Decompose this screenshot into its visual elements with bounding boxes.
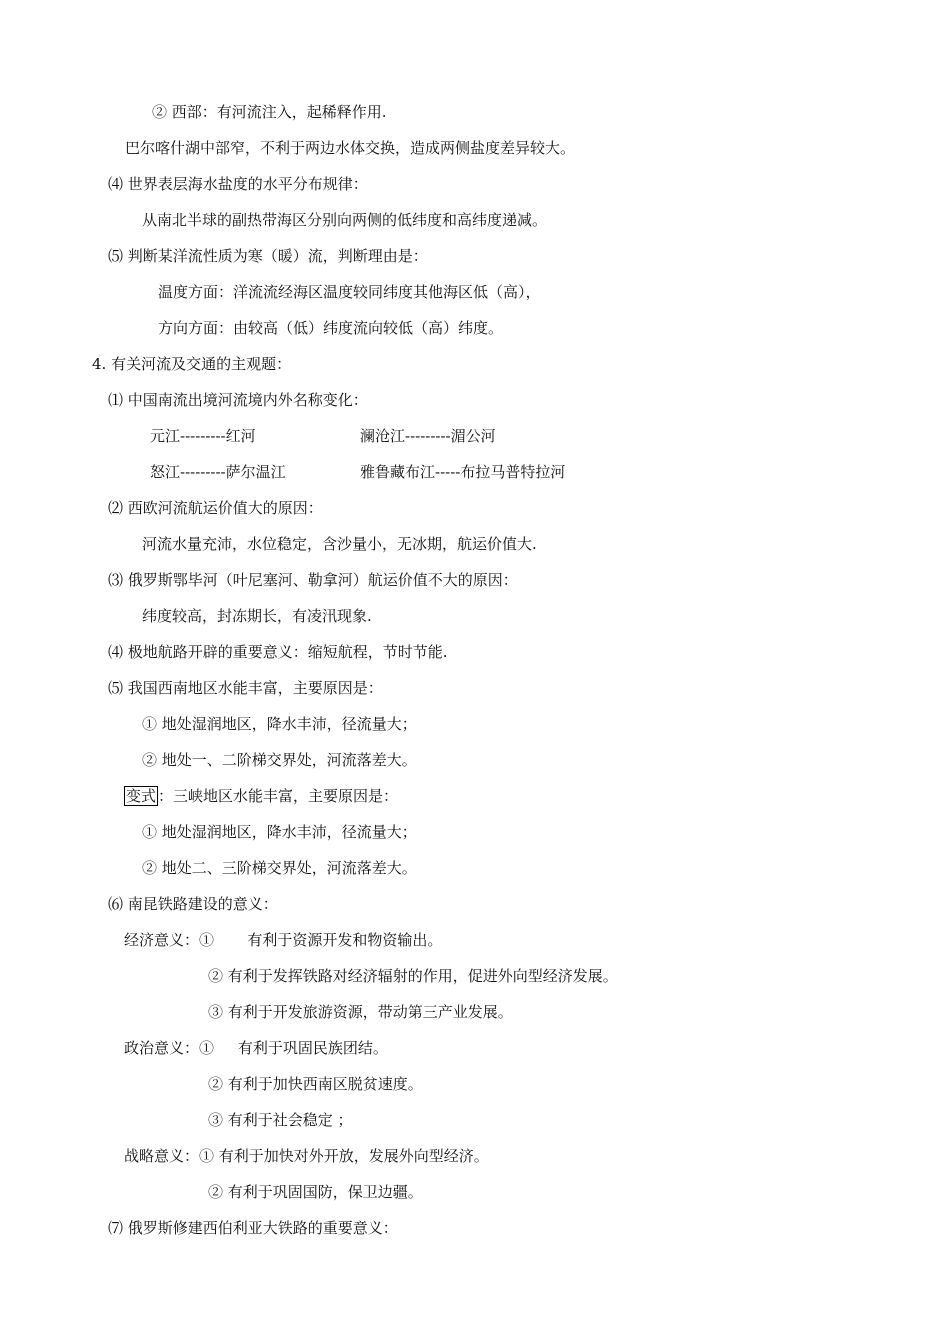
text-line: ⑴ 中国南流出境河流境内外名称变化： bbox=[108, 391, 368, 409]
text-line: ③ 有利于社会稳定 ； bbox=[208, 1111, 353, 1129]
text-line: 战略意义：① 有利于加快对外开放，发展外向型经济。 bbox=[124, 1147, 489, 1165]
text-line: ⑺ 俄罗斯修建西伯利亚大铁路的重要意义： bbox=[108, 1219, 398, 1237]
text-line bbox=[124, 786, 398, 806]
text-line: ③ 有利于开发旅游资源，带动第三产业发展。 bbox=[208, 1003, 513, 1021]
text-line: ⑵ 西欧河流航运价值大的原因： bbox=[108, 499, 323, 517]
text-line: 元江---------红河 bbox=[150, 427, 256, 445]
variant-text: ：三峡地区水能丰富，主要原因是： bbox=[158, 787, 399, 805]
text-line: ② 有利于巩固国防，保卫边疆。 bbox=[208, 1183, 423, 1201]
text-line: 方向方面：由较高（低）纬度流向较低（高）纬度。 bbox=[158, 319, 504, 337]
text-line: ⑷ 世界表层海水盐度的水平分布规律： bbox=[108, 175, 368, 193]
text-line: 政治意义：① 有利于巩固民族团结。 bbox=[124, 1039, 388, 1057]
text-line: ② 有利于发挥铁路对经济辐射的作用，促进外向型经济发展。 bbox=[208, 967, 618, 985]
section-heading: 4. 有关河流及交通的主观题： bbox=[92, 355, 292, 373]
text-line: ② 地处二、三阶梯交界处，河流落差大。 bbox=[142, 859, 417, 877]
text-line: ⑸ 判断某洋流性质为寒（暖）流，判断理由是： bbox=[108, 247, 428, 265]
text-line: ② 有利于加快西南区脱贫速度。 bbox=[208, 1075, 423, 1093]
text-line: 怒江---------萨尔温江 bbox=[150, 463, 286, 481]
text-line: 从南北半球的副热带海区分别向两侧的低纬度和高纬度递减。 bbox=[142, 211, 548, 229]
text-line: ⑸ 我国西南地区水能丰富，主要原因是： bbox=[108, 679, 383, 697]
text-line: ② 西部：有河流注入，起稀释作用. bbox=[152, 103, 387, 121]
text-line: 巴尔喀什湖中部窄，不利于两边水体交换，造成两侧盐度差异较大。 bbox=[125, 139, 576, 157]
text-line: ① 地处湿润地区，降水丰沛，径流量大； bbox=[142, 715, 417, 733]
text-line: ⑹ 南昆铁路建设的意义： bbox=[108, 895, 278, 913]
text-line: 经济意义：① 有利于资源开发和物资输出。 bbox=[124, 931, 443, 949]
text-line: ⑶ 俄罗斯鄂毕河（叶尼塞河、勒拿河）航运价值不大的原因： bbox=[108, 571, 518, 589]
variant-label: 变式 bbox=[126, 787, 157, 805]
text-line: 河流水量充沛，水位稳定，含沙量小，无冰期，航运价值大. bbox=[142, 535, 537, 553]
text-line: ① 地处湿润地区，降水丰沛，径流量大； bbox=[142, 823, 417, 841]
text-line: 纬度较高，封冻期长，有凌汛现象. bbox=[142, 607, 372, 625]
text-line: ⑷ 极地航路开辟的重要意义：缩短航程，节时节能. bbox=[108, 643, 448, 661]
text-line: 雅鲁藏布江-----布拉马普特拉河 bbox=[360, 463, 566, 481]
text-line: 澜沧江---------湄公河 bbox=[360, 427, 496, 445]
text-line: ② 地处一、二阶梯交界处，河流落差大。 bbox=[142, 751, 417, 769]
text-line: 温度方面：洋流流经海区温度较同纬度其他海区低（高）， bbox=[158, 283, 541, 301]
